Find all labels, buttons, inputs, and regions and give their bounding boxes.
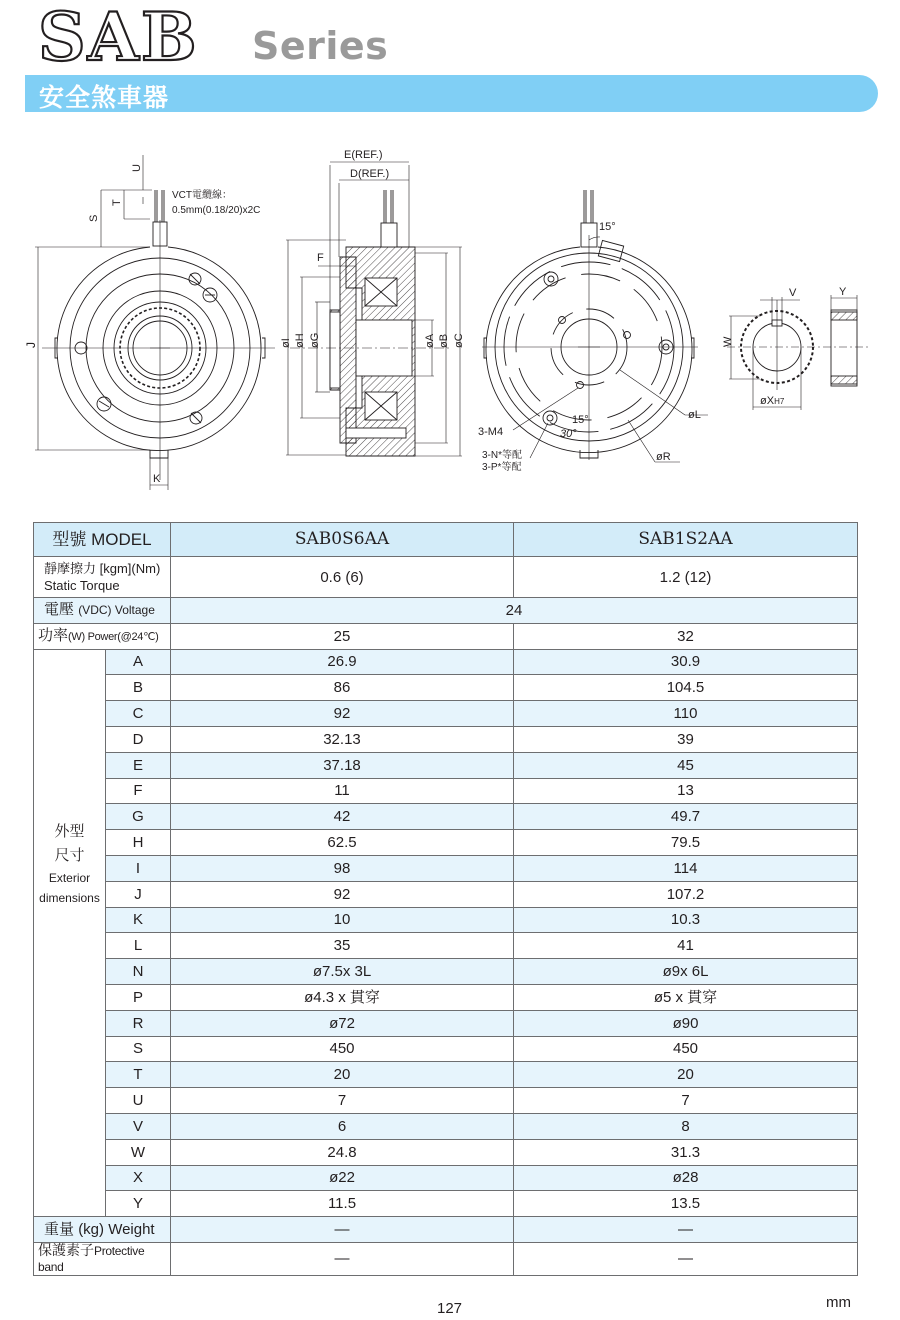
dimension-value-model-2: 13: [514, 778, 858, 804]
spec-table: [33, 522, 858, 1276]
cable-note-line2: 0.5mm(0.18/20)x2C: [172, 205, 261, 216]
dimension-value-model-2: ø5 x 貫穿: [514, 984, 858, 1010]
dimension-value-model-1: 26.9: [171, 649, 514, 675]
dimension-row: [34, 907, 858, 933]
power-label-cn: 功率: [38, 626, 69, 644]
dimension-value-model-2: 110: [514, 701, 858, 727]
torque-row: [34, 557, 858, 598]
dim-label-j: J: [24, 342, 38, 348]
category-band: [25, 75, 878, 112]
dimension-row: [34, 1088, 858, 1114]
dimension-value-model-2: 114: [514, 855, 858, 881]
power-label: [34, 623, 171, 649]
dim-label-d: D(REF.): [350, 168, 390, 180]
model-row: [34, 523, 858, 557]
dim-label-y: Y: [839, 286, 847, 298]
dimension-value-model-1: 11.5: [171, 1191, 514, 1217]
dimension-value-model-1: 42: [171, 804, 514, 830]
angle-label-mid: 15°: [572, 414, 589, 426]
dimension-group-label: [34, 649, 106, 1217]
dimension-value-model-2: 7: [514, 1088, 858, 1114]
dim-label-t: T: [111, 199, 123, 206]
dimension-key: B: [106, 675, 171, 701]
dimension-value-model-2: ø90: [514, 1010, 858, 1036]
dim-label-r: øR: [656, 451, 671, 463]
dimension-key: R: [106, 1010, 171, 1036]
dimension-row: [34, 855, 858, 881]
dimension-value-model-2: ø28: [514, 1165, 858, 1191]
dimension-key: G: [106, 804, 171, 830]
dimension-key: U: [106, 1088, 171, 1114]
dimension-key: P: [106, 984, 171, 1010]
dim-label-k: K: [153, 473, 161, 485]
dimension-value-model-1: 450: [171, 1036, 514, 1062]
model-2: SAB1S2AA: [514, 523, 858, 557]
dimension-row: [34, 1191, 858, 1217]
dim-label-w: W: [722, 336, 734, 347]
dimension-value-model-2: 107.2: [514, 881, 858, 907]
weight-row: [34, 1217, 858, 1243]
dim-label-g: øG: [309, 332, 321, 348]
dimension-value-model-2: 45: [514, 752, 858, 778]
torque-value-2: 1.2 (12): [514, 557, 858, 598]
dimension-value-model-1: 98: [171, 855, 514, 881]
group-label-cn-2: 尺寸: [54, 846, 85, 864]
dim-label-s: S: [88, 214, 100, 222]
dimension-value-model-2: 30.9: [514, 649, 858, 675]
dim-label-f: F: [317, 252, 324, 264]
dimension-row: [34, 1062, 858, 1088]
group-label-en-1: Exterior: [48, 870, 91, 885]
dimension-key: Y: [106, 1191, 171, 1217]
dimension-key: A: [106, 649, 171, 675]
dim-label-c: øC: [453, 333, 465, 348]
logo-text: SAB: [38, 6, 199, 66]
protective-band-label: [34, 1242, 171, 1275]
unit-label: mm: [826, 1294, 851, 1311]
dimension-value-model-1: 92: [171, 881, 514, 907]
dimension-key: F: [106, 778, 171, 804]
dimension-row: [34, 726, 858, 752]
dimension-value-model-1: ø7.5x 3L: [171, 959, 514, 985]
dimension-row: [34, 830, 858, 856]
dimension-key: V: [106, 1113, 171, 1139]
dimension-value-model-1: 32.13: [171, 726, 514, 752]
dimension-value-model-2: 10.3: [514, 907, 858, 933]
dimension-value-model-2: 13.5: [514, 1191, 858, 1217]
dimension-key: X: [106, 1165, 171, 1191]
dimension-row: [34, 675, 858, 701]
dimension-value-model-2: 39: [514, 726, 858, 752]
voltage-label-cn: 電壓: [44, 601, 75, 619]
series-label: Series: [252, 24, 389, 68]
dimension-value-model-2: 41: [514, 933, 858, 959]
dimension-key: H: [106, 830, 171, 856]
torque-value-1: 0.6 (6): [171, 557, 514, 598]
dim-label-e: E(REF.): [344, 149, 383, 161]
dimension-value-model-2: ø9x 6L: [514, 959, 858, 985]
power-value-2: 32: [514, 623, 858, 649]
weight-label: [34, 1217, 171, 1243]
dimension-rows: [34, 649, 858, 1217]
dimension-value-model-1: 35: [171, 933, 514, 959]
protective-band-label-en: Protective band: [38, 1243, 145, 1274]
dim-label-i: øI: [280, 338, 292, 348]
dimension-key: K: [106, 907, 171, 933]
voltage-label: [34, 598, 171, 624]
cable-note-line1: VCT電纜線：: [172, 190, 232, 201]
label-3-n: 3-N*等配: [482, 450, 523, 461]
dim-label-x: øXH7: [760, 395, 785, 407]
label-3-m4: 3-M4: [478, 426, 504, 438]
dimension-row: [34, 1165, 858, 1191]
dimension-value-model-1: 62.5: [171, 830, 514, 856]
angle-label-bottom: 30°: [560, 428, 577, 440]
protective-band-value-2: —: [514, 1242, 858, 1275]
voltage-row: [34, 598, 858, 624]
dimension-value-model-2: 104.5: [514, 675, 858, 701]
dimension-key: N: [106, 959, 171, 985]
dimension-value-model-1: 86: [171, 675, 514, 701]
dimension-row: [34, 984, 858, 1010]
dimension-value-model-1: 92: [171, 701, 514, 727]
group-label-cn-1: 外型: [54, 822, 85, 840]
power-value-1: 25: [171, 623, 514, 649]
dimension-value-model-1: 24.8: [171, 1139, 514, 1165]
protective-band-row: [34, 1242, 858, 1275]
dimension-row: [34, 933, 858, 959]
dimension-row: [34, 752, 858, 778]
dim-label-b: øB: [438, 333, 450, 348]
dimension-key: D: [106, 726, 171, 752]
power-row: [34, 623, 858, 649]
dimension-row: [34, 649, 858, 675]
dim-label-h: øH: [294, 333, 306, 348]
dimension-row: [34, 959, 858, 985]
dimension-key: W: [106, 1139, 171, 1165]
label-3-p: 3-P*等配: [482, 462, 522, 473]
dimension-key: S: [106, 1036, 171, 1062]
dimension-value-model-2: 20: [514, 1062, 858, 1088]
dimension-row: [34, 1139, 858, 1165]
torque-label-en: Static Torque: [44, 578, 120, 593]
dimension-key: E: [106, 752, 171, 778]
dimension-value-model-2: 49.7: [514, 804, 858, 830]
dimension-value-model-1: 37.18: [171, 752, 514, 778]
dimension-key: I: [106, 855, 171, 881]
dimension-row: [34, 804, 858, 830]
dimension-value-model-1: 20: [171, 1062, 514, 1088]
dimension-value-model-1: 7: [171, 1088, 514, 1114]
model-1: SAB0S6AA: [171, 523, 514, 557]
dimension-row: [34, 881, 858, 907]
dim-label-u: U: [131, 164, 143, 172]
dimension-row: [34, 1113, 858, 1139]
power-label-unit: (W) Power(@24℃): [68, 630, 159, 643]
dimension-value-model-2: 79.5: [514, 830, 858, 856]
category-title: 安全煞車器: [39, 83, 170, 112]
dimension-value-model-1: 11: [171, 778, 514, 804]
dimension-value-model-1: 6: [171, 1113, 514, 1139]
model-label: 型號 MODEL: [34, 523, 171, 557]
dimension-key: C: [106, 701, 171, 727]
dimension-key: L: [106, 933, 171, 959]
dim-label-v: V: [789, 287, 797, 299]
side-section-view: [330, 190, 415, 456]
dimension-key: T: [106, 1062, 171, 1088]
voltage-label-unit: (VDC) Voltage: [78, 603, 155, 618]
torque-label: [34, 557, 171, 598]
torque-label-cn: 靜摩擦力 [kgm](Nm): [44, 561, 161, 576]
dimension-row: [34, 701, 858, 727]
dimension-value-model-2: 450: [514, 1036, 858, 1062]
dimension-row: [34, 778, 858, 804]
dim-label-a: øA: [424, 333, 436, 348]
group-label-en-2: dimensions: [39, 890, 100, 905]
weight-label-en: (kg) Weight: [78, 1221, 155, 1239]
protective-band-value-1: —: [171, 1242, 514, 1275]
hub-gear-view: [741, 310, 857, 386]
page-number: 127: [437, 1300, 463, 1317]
weight-value-2: —: [514, 1217, 858, 1243]
sab-logo: [38, 6, 253, 66]
voltage-value: 24: [171, 598, 858, 624]
protective-band-label-cn: 保護素子: [38, 1241, 94, 1258]
weight-label-cn: 重量: [44, 1221, 75, 1239]
technical-drawings: [0, 140, 900, 500]
dimension-key: J: [106, 881, 171, 907]
angle-label-top: 15°: [599, 221, 616, 233]
weight-value-1: —: [171, 1217, 514, 1243]
dimension-value-model-2: 31.3: [514, 1139, 858, 1165]
dimension-value-model-1: 10: [171, 907, 514, 933]
dimension-value-model-2: 8: [514, 1113, 858, 1139]
dimension-value-model-1: ø4.3 x 貫穿: [171, 984, 514, 1010]
dimension-value-model-1: ø72: [171, 1010, 514, 1036]
dimension-row: [34, 1010, 858, 1036]
dimension-value-model-1: ø22: [171, 1165, 514, 1191]
dim-label-l: øL: [688, 409, 701, 421]
dimension-row: [34, 1036, 858, 1062]
